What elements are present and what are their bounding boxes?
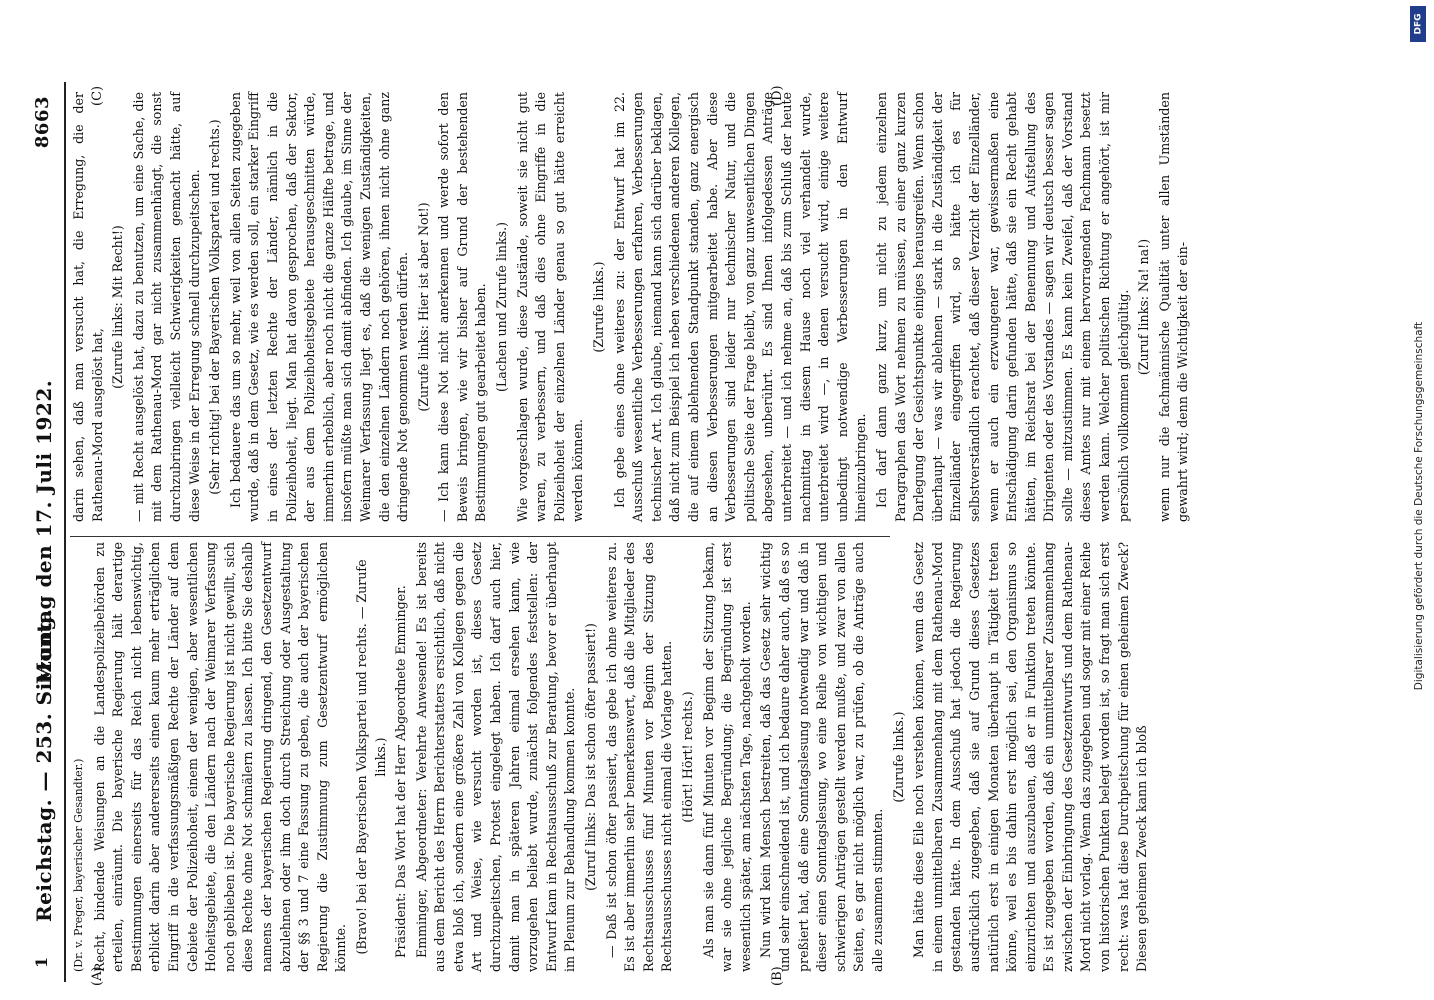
paragraph: — mit Recht ausgelöst hat, dazu zu benutzen, um eine Sache, die mit dem Rathenau-Mord gar nicht zusammenhängt, die sonst durchzubringen vielleicht Schwierigkeiten gemacht hätte, auf diese Weise in der Erregung schnell durchzupeitschen. bbox=[130, 92, 202, 522]
page-number-right: 8663 bbox=[32, 96, 53, 149]
interjection: (Zurufe links: Mit Recht!) bbox=[110, 225, 126, 389]
dfg-logo bbox=[1410, 6, 1426, 42]
margin-marker-b: (B) bbox=[770, 966, 785, 986]
column-divider bbox=[70, 536, 890, 537]
paragraph: darin sehen, daß man versucht hat, die Erregung, die der Rathenau-Mord ausgelöst hat, bbox=[71, 92, 105, 522]
right-text-column bbox=[70, 92, 1195, 522]
interjection: (Hört! Hört! rechts.) bbox=[680, 691, 695, 823]
interjection: (Zuruf links: Das ist schon öfter passiert!) bbox=[583, 623, 599, 891]
rotated-document-page bbox=[30, 82, 1420, 986]
paragraph: Als man sie dann fünf Minuten vor Beginn der Sitzung bekam, war sie ohne jegliche Begründung; die Begründung ist erst wesentlich später, am nächsten Tage, nachgeholt worden. bbox=[700, 542, 753, 972]
header-title-right: Montag den 17. Juli 1922. bbox=[32, 379, 56, 685]
speaker-note: (Dr. v. Preger, bayerischer Gesandter.) bbox=[72, 758, 85, 972]
paragraph: — Ich kann diese Not nicht anerkennen und werde sofort den Beweis bringen, wie wir bisher auf Grund der bestehenden Bestimmungen gut gearbeitet haben. bbox=[436, 92, 489, 522]
margin-marker-a: (A) bbox=[90, 966, 105, 986]
paragraph: Recht, bindende Weisungen an die Landespolizeibehörden zu erteilen, einräumt. Die bayerische Regierung hält derartige Bestimmungen einerseits für das Reich nicht lebenswichtig, erblickt darin aber andererseits einen kaum mehr erträglichen Eingriff in die verfassungsmäßigen Rechte der Länder auf dem Gebiete der Polizeihoheit, einem der wenigen, aber wesentlichen Hoheitsgebiete, die den Ländern nach der Weimarer Verfassung noch geblieben ist. Die bayerische Regierung ist nicht gewillt, sich diese Rechte ohne Not schmälern zu lassen. Ich bitte Sie deshalb namens der bayerischen Regierung dringend, den Gesetzentwurf abzulehnen oder ihm doch durch Streichung oder Ausgestaltung der §§ 3 und 7 eine Fassung zu geben, die auch der bayerischen Regierung die Zustimmung zum Gesetzentwurf ermöglichen könnte. bbox=[91, 542, 349, 972]
interjection: (Zuruf links: Na! na!) bbox=[1136, 238, 1152, 376]
paragraph: Präsident: Das Wort hat der Herr Abgeordnete Emminger. bbox=[393, 585, 409, 958]
paragraph: Ich gebe eines ohne weiteres zu: der Entwurf hat im 22. Ausschuß wesentliche Verbesserungen erfahren, Verbesserungen technischer Art. Ich glaube, niemand kann sich darüber beklagen, daß nicht zum Beispiel ich neben verschiedenen anderen Kollegen, die auf einem ablehnenden Standpunkt standen, ganz energisch an diesen Verbesserungen mitgearbeitet habe. Aber diese Verbesserungen sind leider nur technischer Natur, und die politische Seite der Frage bleibt, von ganz unwesentlichen Dingen abgesehen, unberührt. Es sind Ihnen infolgedessen Anträge unterbreitet — und ich nehme an, daß bis zum Schluß der heute nachmittag in diesem Hause noch viel verhandelt wurde, unterbreitet wird —, in denen versucht wird, einige weitere unbedingt notwendige Verbesserungen in den Entwurf hineinzubringen. bbox=[611, 92, 869, 522]
header-title-left: Reichstag. — 253. Sitzung. bbox=[32, 608, 56, 922]
paragraph: Ich bedauere das um so mehr, weil von allen Seiten zugegeben wurde, daß in dem Gesetz, wie es werden soll, ein starker Eingriff in eines der letzten Rechte der Länder, nämlich in die Polizeihoheit, liegt. Man hat davon gesprochen, daß der Sektor, der aus dem Polizeihoheitsgebiete herausgeschnitten würde, immerhin erheblich, aber noch nicht die ganze Hälfte betrage, und insofern müßte man sich damit abfinden. Ich glaube, im Sinne der Weimarer Verfassung liegt es, daß die wenigen Zuständigkeiten, die den einzelnen Ländern noch gehören, ihnen nicht ohne ganz dringende Not genommen werden dürfen. bbox=[227, 92, 411, 522]
paragraph: Wie vorgeschlagen wurde, diese Zustände, soweit sie nicht gut waren, zu verbessern, und daß dies ohne Eingriffe in die Polizeihoheit der einzelnen Länder genau so gut hätte erreicht werden können. bbox=[514, 92, 586, 522]
left-text-column bbox=[70, 542, 1154, 972]
interjection: (Bravo! bei der Bayerischen Volkspartei und rechts. — Zurufe links.) bbox=[353, 559, 388, 955]
margin-marker-c: (C) bbox=[90, 85, 105, 106]
interjection: (Zurufe links.) bbox=[890, 711, 906, 803]
interjection: (Zurufe links: Hier ist aber Not!) bbox=[415, 202, 431, 412]
dfg-logo-text: DFG bbox=[1413, 13, 1424, 35]
interjection: (Lachen und Zurufe links.) bbox=[494, 221, 510, 393]
paragraph: wenn nur die fachmännische Qualität unter allen Umständen gewahrt wird; denn die Wichtigkeit der ein- bbox=[1156, 92, 1191, 522]
paragraph: — Daß ist schon öfter passiert, das gebe ich ohne weiteres zu. Es ist aber immerhin sehr bemerkenswert, daß die Mitglieder des Rechtsausschusses fünf Minuten vor Beginn der Sitzung des Rechtsausschusses nicht einmal die Vorlage hatten. bbox=[603, 542, 675, 972]
interjection: (Sehr richtig! bei der Bayerischen Volkspartei und rechts.) bbox=[207, 119, 223, 495]
interjection: (Zurufe links.) bbox=[591, 261, 607, 353]
page-header bbox=[30, 82, 60, 982]
paragraph: Nun wird kein Mensch bestreiten, daß das Gesetz sehr wichtig und sehr einschneidend ist, und ich bedaure daher auch, daß es so preßiert hat, daß eine Sonntagslesung notwendig war und daß in dieser einen Sonntagslesung, wo eine Reihe von wichtigen und schwierigen Anträgen gestellt werden mußte, und zwar von allen Seiten, es gar nicht möglich war, zu prüfen, ob die Anträge auch alle zusammen stimmten. bbox=[758, 542, 885, 972]
paragraph: Ich darf dann ganz kurz, um nicht zu jedem einzelnen Paragraphen das Wort nehmen zu müssen, zu einer ganz kurzen Darlegung der Gesichtspunkte einiges herausgreifen. Wenn schon überhaupt — was wir ablehnen — stark in die Zuständigkeit der Einzelländer eingegriffen wird, so hätte ich es für selbstverständlich erachtet, daß dieser Verzicht der Einzelländer, wenn er auch ein erzwungener war, gewissermaßen eine Entschädigung darin gefunden hätte, daß sie ein Recht gehabt hätten, im Reichsrat bei der Benennung und Aufstellung des Dirigenten oder des Vorstandes — sagen wir deutsch besser sagen sollte — mitzustimmen. Es kann kein Zweifel, daß der Vorstand dieses Amtes nur mit einem hervorragenden Fachmann besetzt werden kann. Welcher politischen Richtung er angehört, ist mir persönlich vollkommen gleichgültig. bbox=[873, 92, 1131, 522]
margin-marker-d: (D) bbox=[770, 85, 785, 106]
page-number-left: 1 bbox=[32, 956, 51, 968]
header-rule bbox=[64, 82, 66, 982]
digitization-note: Digitalisierung gefördert durch die Deutsche Forschungsgemeinschaft bbox=[1413, 321, 1425, 691]
paragraph: Emminger, Abgeordneter: Verehrte Anwesende! Es ist bereits aus dem Bericht des Herrn Berichterstatters ersichtlich, daß nicht etwa bloß ich, sondern eine größere Zahl von Kollegen gegen die Art und Weise, wie versucht worden ist, dieses Gesetz durchzupeitschen, Protest eingelegt haben. Ich darf auch hier, damit man in späteren Jahren einmal ersehen kann, wie vorzugehen beliebt wurde, zunächst folgendes feststellen: der Entwurf kam in Rechtsausschuß zur Beratung, bevor er überhaupt im Plenum zur Behandlung kommen konnte. bbox=[413, 542, 578, 972]
paragraph: Man hätte diese Eile noch verstehen können, wenn das Gesetz in einem unmittelbaren Zusammenhang mit dem Rathenau-Mord gestanden hätte. In dem Ausschuß hat jedoch die Regierung ausdrücklich zugegeben, daß sie auf Grund dieses Gesetzes natürlich erst in einigen Monaten überhaupt in Tätigkeit treten könne, weil es bis dahin erst möglich sei, den Organismus so einzurichten und auszubauen, daß er in Funktion treten könnte. Es ist zugegeben worden, daß ein unmittelbarer Zusammenhang zwischen der Einbringung des Gesetzentwurfs und dem Rathenau-Mord nicht vorlag. Wenn das zugegeben und sogar mit einer Reihe von historischen Punkten belegt worden ist, so fragt man sich erst recht: was hat diese Durchpeitschung für einen geheimen Zweck? Diesen geheimen Zweck kann ich bloß bbox=[911, 542, 1150, 972]
